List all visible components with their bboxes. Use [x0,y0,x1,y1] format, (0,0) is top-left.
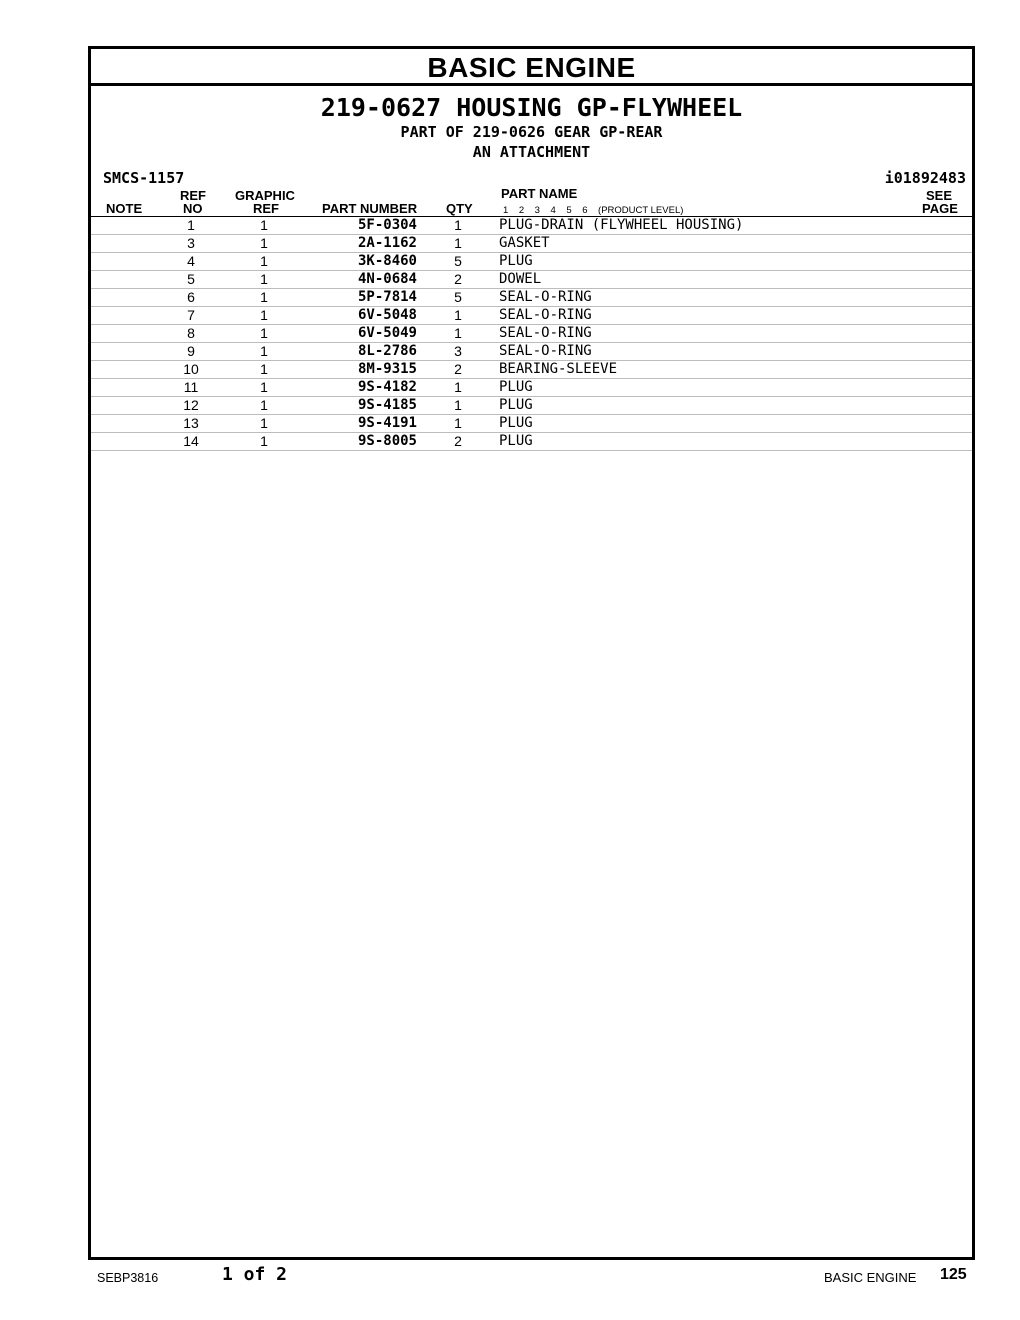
smcs-code: SMCS-1157 [103,169,185,187]
part-number: 9S-4185 [304,397,417,415]
part-ref-no: 7 [158,307,224,325]
part-see-page [909,397,972,415]
part-note [91,397,158,415]
part-graphic-ref: 1 [224,361,304,379]
section-title: BASIC ENGINE [91,49,972,86]
part-number: 9S-4182 [304,379,417,397]
part-see-page [909,217,972,235]
table-row [91,235,972,253]
part-note [91,433,158,451]
part-see-page [909,289,972,307]
col-part-name: PART NAME [501,186,578,201]
col-note: NOTE [106,201,143,216]
part-ref-no: 12 [158,397,224,415]
col-product-levels: 1 2 3 4 5 6 (PRODUCT LEVEL) [503,205,684,216]
table-row [91,433,972,451]
part-see-page [909,433,972,451]
part-note [91,289,158,307]
part-number: 5F-0304 [304,217,417,235]
part-ref-no: 11 [158,379,224,397]
part-qty: 5 [417,289,499,307]
part-see-page [909,253,972,271]
footer-document-number: SEBP3816 [97,1271,159,1285]
part-graphic-ref: 1 [224,307,304,325]
part-note [91,325,158,343]
part-number: 8L-2786 [304,343,417,361]
part-number: 6V-5049 [304,325,417,343]
part-graphic-ref: 1 [224,289,304,307]
assembly-part-of: PART OF 219-0626 GEAR GP-REAR [400,123,663,141]
part-ref-no: 8 [158,325,224,343]
part-name: SEAL-O-RING [499,307,909,325]
part-graphic-ref: 1 [224,397,304,415]
col-graphic-ref-top: GRAPHIC [235,188,295,203]
part-name: GASKET [499,235,909,253]
parts-table [91,217,972,451]
part-see-page [909,379,972,397]
table-row [91,307,972,325]
col-qty: QTY [446,201,473,216]
part-number: 6V-5048 [304,307,417,325]
part-number: 9S-4191 [304,415,417,433]
part-name: PLUG [499,379,909,397]
table-row [91,361,972,379]
part-see-page [909,307,972,325]
part-note [91,235,158,253]
table-row [91,217,972,235]
col-part-number: PART NUMBER [322,201,418,216]
part-graphic-ref: 1 [224,253,304,271]
part-ref-no: 6 [158,289,224,307]
part-qty: 1 [417,235,499,253]
part-note [91,415,158,433]
part-name: PLUG [499,397,909,415]
part-see-page [909,343,972,361]
part-see-page [909,361,972,379]
part-ref-no: 5 [158,271,224,289]
assembly-qualifier: AN ATTACHMENT [472,143,591,161]
part-name: SEAL-O-RING [499,325,909,343]
illustration-id: i01892483 [884,169,966,187]
part-number: 3K-8460 [304,253,417,271]
table-row [91,253,972,271]
part-graphic-ref: 1 [224,217,304,235]
part-note [91,217,158,235]
col-ref-no-bottom: NO [183,201,203,216]
part-graphic-ref: 1 [224,271,304,289]
part-note [91,253,158,271]
col-see-page-bottom: PAGE [922,201,958,216]
part-qty: 1 [417,217,499,235]
part-ref-no: 3 [158,235,224,253]
part-name: SEAL-O-RING [499,343,909,361]
col-see-page-top: SEE [926,188,953,203]
table-row [91,379,972,397]
part-qty: 2 [417,271,499,289]
part-graphic-ref: 1 [224,235,304,253]
column-headers [91,186,972,217]
part-note [91,379,158,397]
part-ref-no: 9 [158,343,224,361]
part-qty: 1 [417,379,499,397]
part-note [91,271,158,289]
part-see-page [909,325,972,343]
part-graphic-ref: 1 [224,433,304,451]
part-graphic-ref: 1 [224,379,304,397]
part-qty: 5 [417,253,499,271]
col-ref-no-top: REF [180,188,206,203]
part-name: PLUG-DRAIN (FLYWHEEL HOUSING) [499,217,909,235]
part-number: 4N-0684 [304,271,417,289]
part-name: PLUG [499,433,909,451]
assembly-title: 219-0627 HOUSING GP-FLYWHEEL [320,93,743,122]
table-row [91,325,972,343]
part-ref-no: 14 [158,433,224,451]
part-qty: 3 [417,343,499,361]
part-qty: 1 [417,397,499,415]
part-number: 8M-9315 [304,361,417,379]
part-name: SEAL-O-RING [499,289,909,307]
part-ref-no: 10 [158,361,224,379]
part-note [91,361,158,379]
part-see-page [909,271,972,289]
part-see-page [909,415,972,433]
table-row [91,397,972,415]
col-graphic-ref-bottom: REF [253,201,279,216]
part-qty: 2 [417,361,499,379]
part-qty: 1 [417,415,499,433]
table-row [91,415,972,433]
part-number: 9S-8005 [304,433,417,451]
part-note [91,343,158,361]
part-qty: 1 [417,325,499,343]
part-name: PLUG [499,415,909,433]
part-name: PLUG [499,253,909,271]
part-number: 2A-1162 [304,235,417,253]
part-number: 5P-7814 [304,289,417,307]
part-see-page [909,235,972,253]
table-row [91,271,972,289]
part-note [91,307,158,325]
footer-page-number: 125 [940,1266,967,1283]
part-graphic-ref: 1 [224,343,304,361]
parts-page-frame [88,46,975,1260]
part-ref-no: 4 [158,253,224,271]
footer-page-of: 1 of 2 [222,1264,288,1285]
part-ref-no: 1 [158,217,224,235]
part-name: DOWEL [499,271,909,289]
part-ref-no: 13 [158,415,224,433]
table-row [91,289,972,307]
part-qty: 2 [417,433,499,451]
page-footer [0,1264,1020,1294]
footer-section: BASIC ENGINE [824,1270,917,1285]
part-name: BEARING-SLEEVE [499,361,909,379]
table-row [91,343,972,361]
part-qty: 1 [417,307,499,325]
part-graphic-ref: 1 [224,325,304,343]
part-graphic-ref: 1 [224,415,304,433]
